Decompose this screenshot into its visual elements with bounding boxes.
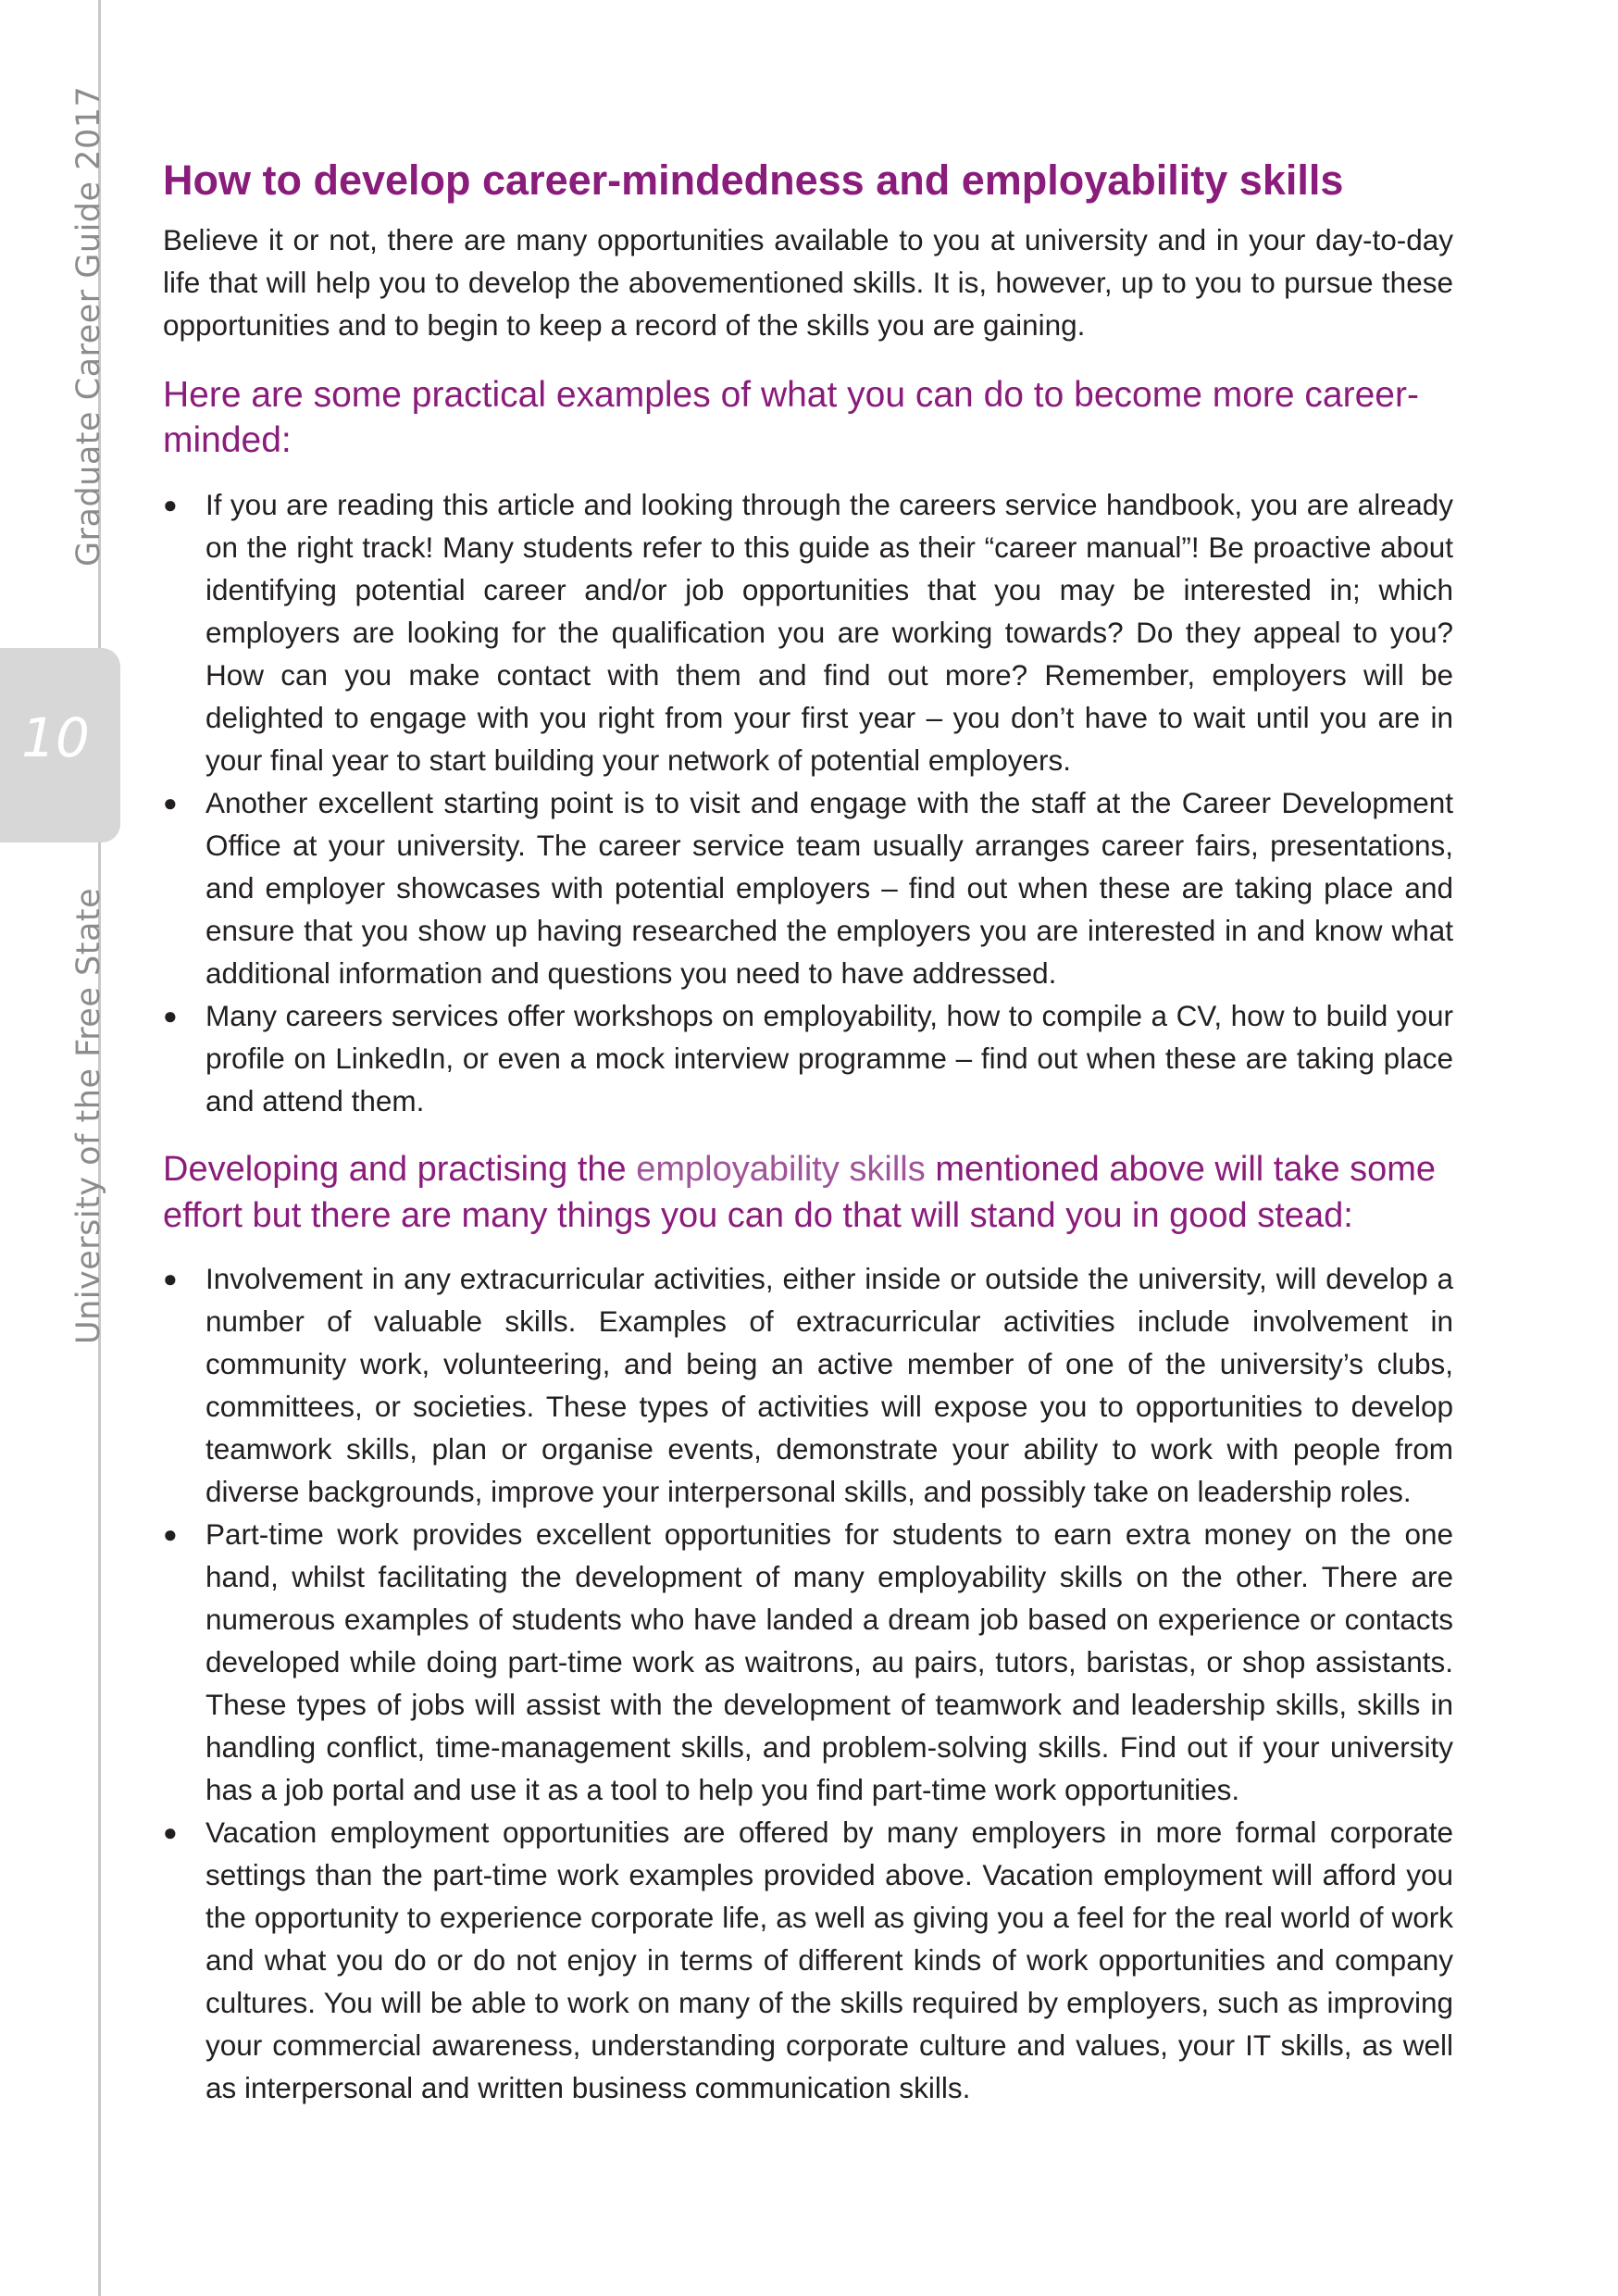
bullet-icon: ● <box>163 1265 178 1292</box>
list-item <box>163 1257 1453 1513</box>
bullet-icon: ● <box>163 789 178 817</box>
intro-paragraph: Believe it or not, there are many opportunities available to you at university and in your day-to-day life that will help you to develop the abovementioned skills. It is, however, up to you to pursue these opportunities and to begin to keep a record of the skills you are gaining. <box>163 223 1453 342</box>
sidebar-university-name: University of the Free State <box>70 887 107 1344</box>
sidebar-guide-title: Graduate Career Guide 2017 <box>70 85 107 567</box>
employability-list <box>163 1257 1453 2109</box>
list-item-text: Vacation employment opportunities are offered by many employers in more formal corporate settings than the part-time work examples provided above. Vacation employment will afford you the opportunity to experience corporate life, as well as giving you a feel for the real world of work and what you do or do not enjoy in terms of different kinds of work opportunities and company cultures. You will be able to work on many of the skills required by employers, such as improving your commercial awareness, understanding corporate culture and values, your IT skills, as well as interpersonal and written business communication skills. <box>205 1816 1453 2104</box>
article-body <box>163 156 1453 2109</box>
section-heading-career-minded: Here are some practical examples of what you can do to become more career-minded: <box>163 375 1419 460</box>
bullet-icon: ● <box>163 1818 178 1846</box>
list-item <box>163 781 1453 994</box>
list-item <box>163 994 1453 1122</box>
list-item <box>163 1513 1453 1811</box>
list-item-text: Another excellent starting point is to visit and engage with the staff at the Career Development Office at your university. The career service team usually arranges career fairs, presentations, and employer showcases with potential employers – find out when these are taking place and ensure that you show up having researched the employers you are interested in and know what additional information and questions you need to have addressed. <box>205 786 1453 990</box>
list-item <box>163 483 1453 781</box>
career-minded-list <box>163 483 1453 1122</box>
section-heading-employability <box>163 1146 1453 1239</box>
list-item-text: Many careers services offer workshops on employability, how to compile a CV, how to build your profile on LinkedIn, or even a mock interview programme – find out when these are taking place and attend them. <box>205 999 1453 1117</box>
heading-text-part2: mentioned above will take some effort but there are many things you can do that will stand you in good stead: <box>163 1150 1437 1235</box>
list-item-text: Part-time work provides excellent opportunities for students to earn extra money on the one hand, whilst facilitating the development of many employability skills on the other. There are numerous examples of students who have landed a dream job based on experience or contacts developed while doing part-time work as waitrons, au pairs, tutors, baristas, or shop assistants. These types of jobs will assist with the development of teamwork and leadership skills, skills in handling conflict, time-management skills, and problem-solving skills. Find out if your university has a job portal and use it as a tool to help you find part-time work opportunities. <box>205 1517 1453 1806</box>
list-item-text: Involvement in any extracurricular activities, either inside or outside the university, will develop a number of valuable skills. Examples of extracurricular activities include involvement in community work, volunteering, and being an active member of one of the university’s clubs, committees, or societies. These types of activities will expose you to opportunities to develop teamwork skills, plan or organise events, demonstrate your ability to work with people from diverse backgrounds, improve your interpersonal skills, and possibly take on leadership roles. <box>205 1262 1453 1508</box>
bullet-icon: ● <box>163 1002 178 1029</box>
bullet-icon: ● <box>163 1520 178 1548</box>
page-number: 10 <box>21 706 90 769</box>
heading-highlight: employability skills <box>636 1150 926 1189</box>
heading-text-part1: Developing and practising the <box>163 1150 637 1189</box>
article-title: How to develop career-mindedness and employability skills <box>163 156 1344 204</box>
list-item <box>163 1811 1453 2109</box>
bullet-icon: ● <box>163 491 178 518</box>
list-item-text: If you are reading this article and looking through the careers service handbook, you are already on the right track! Many students refer to this guide as their “career manual”! Be proactive about identifying potential career and/or job opportunities that you may be interested in; which employers are looking for the qualification you are working towards? Do they appeal to you? How can you make contact with them and find out more? Remember, employers will be delighted to engage with you right from your first year – you don’t have to wait until you are in your final year to start building your network of potential employers. <box>205 488 1453 777</box>
